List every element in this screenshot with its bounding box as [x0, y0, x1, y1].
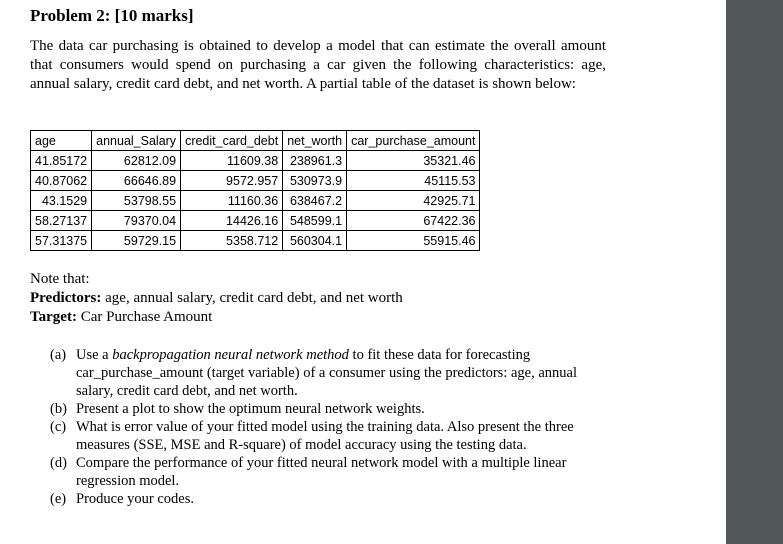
- cell-net-worth: 560304.1: [283, 231, 347, 251]
- note-label: Note that:: [30, 271, 90, 287]
- cell-car-purchase-amount: 55915.46: [347, 231, 480, 251]
- target-line: [30, 308, 403, 327]
- table-row: [31, 231, 480, 251]
- dataset-table: [30, 130, 480, 251]
- header-net-worth: net_worth: [283, 131, 347, 151]
- cell-net-worth: 638467.2: [283, 191, 347, 211]
- question-item: [50, 490, 610, 508]
- cell-credit-card-debt: 11160.36: [181, 191, 283, 211]
- table-row: [31, 151, 480, 171]
- question-text: [76, 454, 610, 490]
- cell-credit-card-debt: 5358.712: [181, 231, 283, 251]
- question-text: [76, 400, 425, 418]
- intro-paragraph: The data car purchasing is obtained to develop a model that can estimate the overall amount that consumers would spend on purchasing a car given the following characteristics: age, annual salary, credit card debt, and net worth. A partial table of the dataset is shown below:: [30, 38, 606, 92]
- question-label: (d): [50, 455, 67, 471]
- header-annual-salary: annual_Salary: [92, 131, 181, 151]
- predictors-label: Predictors:: [30, 290, 102, 306]
- question-text: [76, 418, 610, 454]
- table-header-row: [31, 131, 480, 151]
- cell-car-purchase-amount: 67422.36: [347, 211, 480, 231]
- cell-age: 58.27137: [31, 211, 92, 231]
- notes: [30, 270, 403, 327]
- viewer-sidebar: [726, 0, 783, 544]
- table-row: [31, 171, 480, 191]
- problem-title: Problem 2: [10 marks]: [30, 6, 194, 25]
- question-text: [76, 490, 194, 508]
- question-label: (b): [50, 401, 67, 417]
- question-text-pre: Compare the performance of your fitted neural network model with a multiple linear regression model.: [76, 455, 567, 489]
- question-label: (a): [50, 347, 67, 363]
- cell-car-purchase-amount: 42925.71: [347, 191, 480, 211]
- target-label: Target:: [30, 309, 77, 325]
- question-text-post: to fit these data for forecasting car_purchase_amount (target variable) of a consumer using the predictors: age, annual salary, credit card debt, and net worth.: [76, 347, 577, 399]
- cell-age: 57.31375: [31, 231, 92, 251]
- cell-net-worth: 530973.9: [283, 171, 347, 191]
- predictors-line: [30, 289, 403, 308]
- cell-net-worth: 238961.3: [283, 151, 347, 171]
- cell-car-purchase-amount: 45115.53: [347, 171, 480, 191]
- predictors-text: age, annual salary, credit card debt, and net worth: [101, 290, 403, 306]
- cell-net-worth: 548599.1: [283, 211, 347, 231]
- question-label: (e): [50, 491, 67, 507]
- question-item: [50, 454, 610, 490]
- target-text: Car Purchase Amount: [76, 309, 213, 325]
- question-text: [76, 346, 610, 400]
- cell-annual-salary: 62812.09: [92, 151, 181, 171]
- cell-credit-card-debt: 9572.957: [181, 171, 283, 191]
- question-item: [50, 400, 610, 418]
- cell-age: 43.1529: [31, 191, 92, 211]
- question-text-pre: Present a plot to show the optimum neural network weights.: [76, 401, 425, 417]
- question-text-pre: Produce your codes.: [76, 491, 194, 507]
- cell-annual-salary: 66646.89: [92, 171, 181, 191]
- question-item: [50, 418, 610, 454]
- header-age: age: [31, 131, 92, 151]
- header-credit-card-debt: credit_card_debt: [181, 131, 283, 151]
- cell-annual-salary: 59729.15: [92, 231, 181, 251]
- cell-annual-salary: 53798.55: [92, 191, 181, 211]
- cell-age: 41.85172: [31, 151, 92, 171]
- cell-credit-card-debt: 14426.16: [181, 211, 283, 231]
- header-car-purchase-amount: car_purchase_amount: [347, 131, 480, 151]
- question-list: [50, 346, 610, 508]
- question-label: (c): [50, 419, 67, 435]
- table-row: [31, 191, 480, 211]
- question-text-pre: Use a: [76, 347, 113, 363]
- table-row: [31, 211, 480, 231]
- question-text-emphasis: backpropagation neural network method: [112, 347, 349, 363]
- cell-annual-salary: 79370.04: [92, 211, 181, 231]
- cell-credit-card-debt: 11609.38: [181, 151, 283, 171]
- cell-age: 40.87062: [31, 171, 92, 191]
- cell-car-purchase-amount: 35321.46: [347, 151, 480, 171]
- question-item: [50, 346, 610, 400]
- question-text-pre: What is error value of your fitted model using the training data. Also present the three measures (SSE, MSE and R-square) of model accuracy using the testing data.: [76, 419, 574, 453]
